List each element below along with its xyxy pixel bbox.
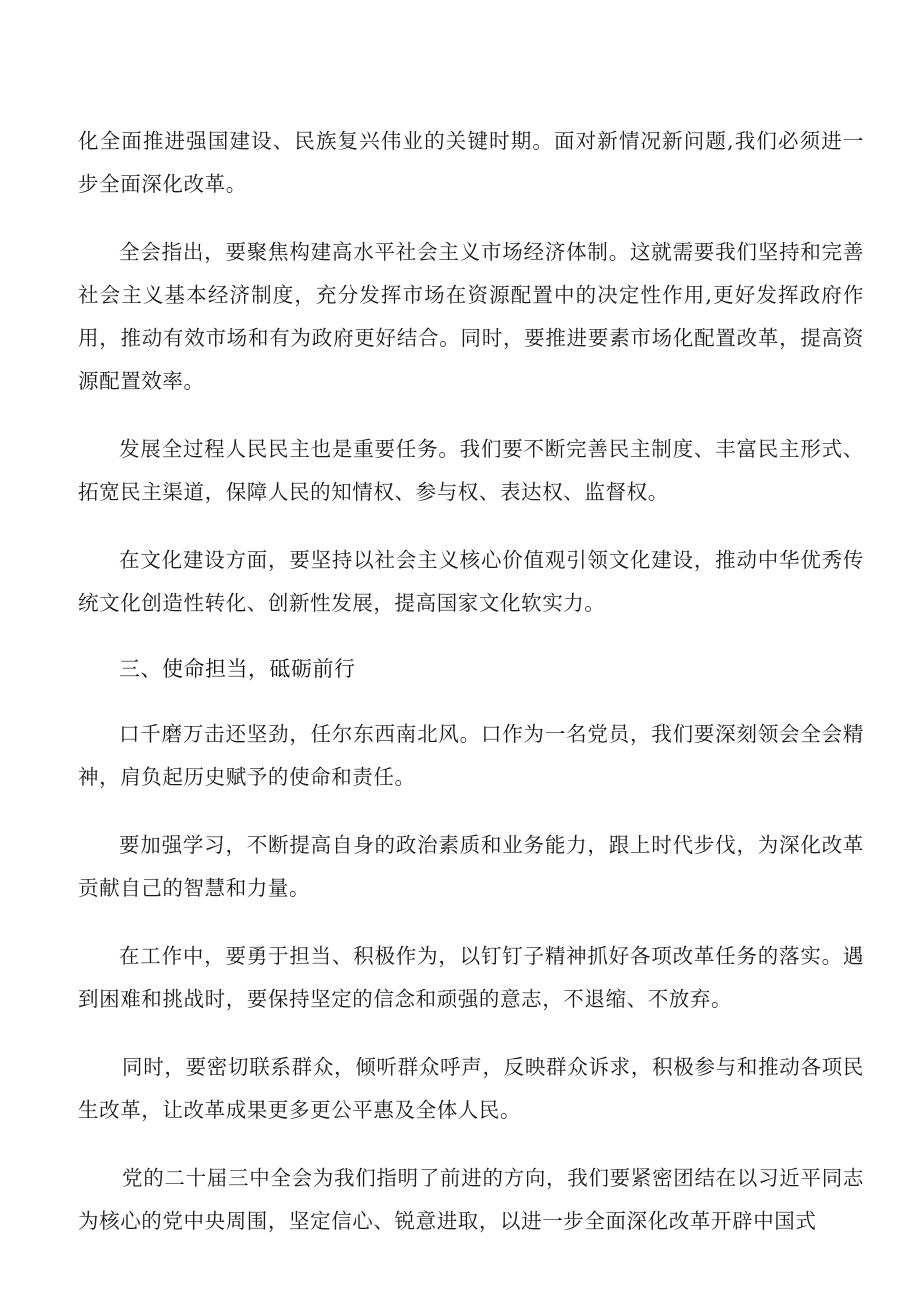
paragraph-work: 在工作中，要勇于担当、积极作为，以钉钉子精神抓好各项改革任务的落实。遇到困难和挑战时，要保持坚定的信念和顽强的意志，不退缩、不放弃。	[78, 944, 864, 1011]
paragraph-continuation: 化全面推进强国建设、民族复兴伟业的关键时期。面对新情况新问题,我们必须进一步全面深化改革。	[78, 129, 864, 196]
paragraph-conclusion: 党的二十届三中全会为我们指明了前进的方向，我们要紧密团结在以习近平同志为核心的党中央周围，坚定信心、锐意进取，以进一步全面深化改革开辟中国式	[78, 1166, 864, 1233]
section-heading: 三、使命担当，砥砺前行	[119, 657, 356, 681]
paragraph-culture: 在文化建设方面，要坚持以社会主义核心价值观引领文化建设，推动中华优秀传统文化创造性转化、创新性发展，提高国家文化软实力。	[78, 548, 864, 615]
paragraph-poem: 口千磨万击还坚劲，任尔东西南北风。口作为一名党员，我们要深刻领会全会精神，肩负起历史赋予的使命和责任。	[78, 722, 864, 789]
paragraph-democracy: 发展全过程人民民主也是重要任务。我们要不断完善民主制度、丰富民主形式、拓宽民主渠道，保障人民的知情权、参与权、表达权、监督权。	[78, 437, 864, 504]
paragraph-masses: 同时，要密切联系群众，倾听群众呼声，反映群众诉求，积极参与和推动各项民生改革，让改革成果更多更公平惠及全体人民。	[78, 1055, 864, 1122]
document-body	[78, 120, 864, 1268]
paragraph-market-economy: 全会指出，要聚焦构建高水平社会主义市场经济体制。这就需要我们坚持和完善社会主义基本经济制度，充分发挥市场在资源配置中的决定性作用,更好发挥政府作用，推动有效市场和有为政府更好结合。同时，要推进要素市场化配置改革，提高资源配置效率。	[78, 240, 864, 393]
paragraph-study: 要加强学习，不断提高自身的政治素质和业务能力，跟上时代步伐，为深化改革贡献自己的智慧和力量。	[78, 833, 864, 900]
